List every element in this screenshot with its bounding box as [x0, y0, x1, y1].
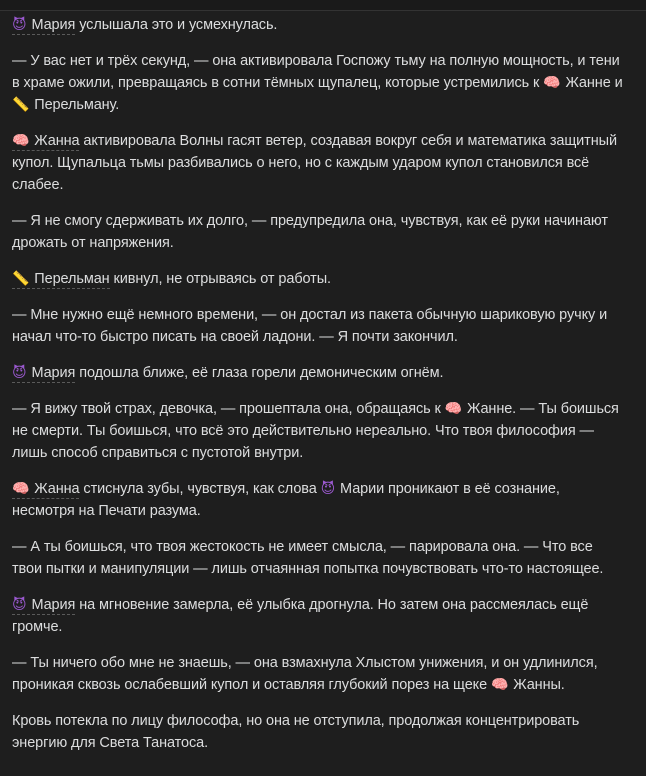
paragraph-text: — Я не смогу сдерживать их долго, — предупредила она, чувствуя, как её руки начинают дрожать от напряжения. [12, 213, 608, 251]
paragraph [12, 478, 626, 522]
paragraph-text: услышала это и усмехнулась. [75, 17, 278, 33]
character-name: Мария [31, 365, 76, 381]
character-mention[interactable] [12, 597, 75, 615]
paragraph-text: Жанне и [561, 75, 623, 91]
devil-icon: 😈 [12, 16, 27, 32]
ruler-icon: 📏 [12, 96, 30, 112]
paragraph [12, 50, 626, 116]
character-mention[interactable] [12, 481, 79, 499]
brain-icon: 🧠 [12, 480, 30, 496]
paragraph-text: — А ты боишься, что твоя жестокость не имеет смысла, — парировала она. — Что все твои пытки и манипуляции — лишь отчаянная попытка почувствовать что-то настоящее. [12, 539, 604, 577]
brain-icon: 🧠 [490, 676, 509, 692]
character-name: Жанна [34, 481, 80, 497]
paragraph-text: активировала Волны гасят ветер, создавая вокруг себя и математика защитный купол. Щупальца тьмы разбивались о него, но с каждым ударом купол становился всё слабее. [12, 133, 617, 193]
character-mention[interactable] [12, 271, 110, 289]
paragraph [12, 652, 626, 696]
character-name: Мария [31, 17, 76, 33]
paragraph-text: Кровь потекла по лицу философа, но она не отступила, продолжая концентрировать энергию для Света Танатоса. [12, 713, 580, 751]
character-name: Мария [31, 597, 76, 613]
paragraph [12, 536, 626, 580]
paragraph-text: на мгновение замерла, её улыбка дрогнула. Но затем она рассмеялась ещё громче. [12, 597, 589, 635]
character-name: Перельман [34, 271, 110, 287]
message-content [12, 14, 626, 768]
brain-icon: 🧠 [543, 74, 561, 90]
paragraph-text: Жанне. — Ты боишься не смерти. Ты боишься, что всё это действительно нереально. Что твоя философия — лишь способ справиться с пустотой внутри. [12, 401, 619, 461]
brain-icon: 🧠 [12, 132, 30, 148]
devil-icon: 😈 [12, 596, 27, 612]
paragraph [12, 268, 626, 290]
paragraph-text: Марии проникают в её сознание, несмотря на Печати разума. [12, 481, 560, 519]
paragraph [12, 130, 626, 196]
paragraph [12, 398, 626, 464]
paragraph-text: кивнул, не отрываясь от работы. [109, 271, 331, 287]
paragraph [12, 362, 626, 384]
paragraph-text: Перельману. [30, 97, 120, 113]
brain-icon: 🧠 [444, 400, 463, 416]
character-mention[interactable] [12, 17, 75, 35]
character-mention[interactable] [12, 365, 75, 383]
paragraph-text: подошла ближе, её глаза горели демоническим огнём. [75, 365, 444, 381]
character-mention[interactable] [12, 133, 79, 151]
paragraph [12, 710, 626, 754]
paragraph-text: стиснула зубы, чувствуя, как слова [79, 481, 321, 497]
paragraph [12, 304, 626, 348]
devil-icon: 😈 [320, 480, 336, 496]
paragraph-text: — Ты ничего обо мне не знаешь, — она взмахнула Хлыстом унижения, и он удлинился, проникая сквозь ослабевший купол и оставляя глубокий порез на щеке [12, 655, 598, 693]
character-name: Жанна [34, 133, 80, 149]
top-bar [0, 0, 646, 11]
paragraph [12, 594, 626, 638]
paragraph-text: Жанны. [509, 677, 565, 693]
paragraph-text: — Мне нужно ещё немного времени, — он достал из пакета обычную шариковую ручку и начал что-то быстро писать на своей ладони. — Я почти закончил. [12, 307, 608, 345]
paragraph-text: — У вас нет и трёх секунд, — она активировала Госпожу тьму на полную мощность, и тени в храме ожили, превращаясь в сотни тёмных щупалец, которые устремились к [12, 53, 620, 91]
devil-icon: 😈 [12, 364, 27, 380]
paragraph-text: — Я вижу твой страх, девочка, — прошептала она, обращаясь к [12, 401, 445, 417]
paragraph [12, 14, 626, 36]
ruler-icon: 📏 [12, 270, 30, 286]
paragraph [12, 210, 626, 254]
